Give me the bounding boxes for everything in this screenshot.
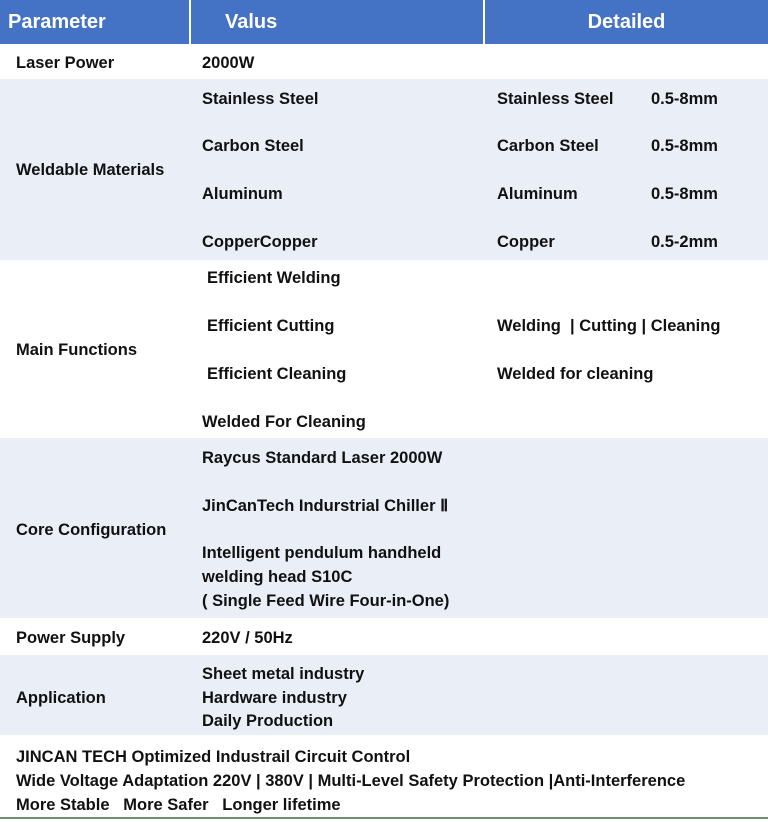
header-parameter: Parameter xyxy=(0,0,189,44)
weldable-detail-name-3: Aluminum xyxy=(497,185,578,203)
weldable-label: Weldable Materials xyxy=(16,161,165,179)
bottom-divider xyxy=(0,817,768,819)
weldable-value-1: Stainless Steel xyxy=(202,90,319,108)
application-value-1: Sheet metal industry xyxy=(202,665,365,683)
weldable-detail-name-2: Carbon Steel xyxy=(497,137,599,155)
application-value-2: Hardware industry xyxy=(202,689,347,707)
laser-power-value: 2000W xyxy=(202,54,255,72)
core-value-2: JinCanTech Indurstrial Chiller Ⅱ xyxy=(202,497,449,515)
main-functions-value-2: Efficient Cutting xyxy=(207,317,335,335)
application-label: Application xyxy=(16,689,106,707)
weldable-value-3: Aluminum xyxy=(202,185,283,203)
main-functions-value-1: Efficient Welding xyxy=(207,269,341,287)
core-value-1: Raycus Standard Laser 2000W xyxy=(202,449,443,467)
core-value-5: ( Single Feed Wire Four-in-One) xyxy=(202,592,450,610)
weldable-value-2: Carbon Steel xyxy=(202,137,304,155)
main-functions-value-4: Welded For Cleaning xyxy=(202,413,366,431)
core-value-3: Intelligent pendulum handheld xyxy=(202,544,442,562)
weldable-detail-range-1: 0.5-8mm xyxy=(651,90,718,108)
main-functions-label: Main Functions xyxy=(16,341,137,359)
laser-power-label: Laser Power xyxy=(16,54,115,72)
footer-line-2: Wide Voltage Adaptation 220V | 380V | Multi-Level Safety Protection |Anti-Interference xyxy=(16,772,686,790)
main-functions-detail-2: Welded for cleaning xyxy=(497,365,654,383)
weldable-detail-name-4: Copper xyxy=(497,233,555,251)
footer-line-3: More Stable More Safer Longer lifetime xyxy=(16,796,341,814)
power-supply-value: 220V / 50Hz xyxy=(202,629,293,647)
footer-line-1: JINCAN TECH Optimized Industrail Circuit Control xyxy=(16,748,411,766)
application-value-3: Daily Production xyxy=(202,712,334,730)
weldable-detail-range-3: 0.5-8mm xyxy=(651,185,718,203)
main-functions-value-3: Efficient Cleaning xyxy=(207,365,347,383)
weldable-value-4: CopperCopper xyxy=(202,233,318,251)
weldable-detail-name-1: Stainless Steel xyxy=(497,90,614,108)
weldable-detail-range-2: 0.5-8mm xyxy=(651,137,718,155)
row-application-bg xyxy=(0,655,768,735)
header-values: Valus xyxy=(191,0,483,44)
power-supply-label: Power Supply xyxy=(16,629,126,647)
weldable-detail-range-4: 0.5-2mm xyxy=(651,233,718,251)
header-detailed: Detailed xyxy=(485,0,768,44)
main-functions-detail-1: Welding | Cutting | Cleaning xyxy=(497,317,721,335)
core-value-4: welding head S10C xyxy=(202,568,353,586)
core-label: Core Configuration xyxy=(16,521,167,539)
